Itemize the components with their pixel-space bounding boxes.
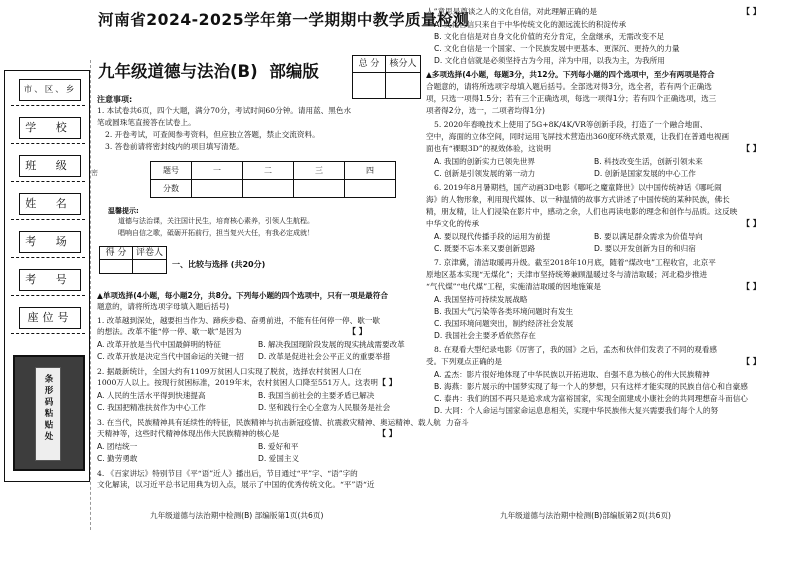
question-stem: 4. 《百家讲坛》特别节目《平“语”近人》播出后，节目通过“平”字、“语”字的 — [97, 469, 358, 478]
sidebar-fill-line[interactable] — [11, 143, 85, 144]
instruction-line: ▲多项选择(4小题，每题3分，共12分。下列每小题的四个选项中，至少有两项是符合 — [426, 70, 715, 79]
option: A. 改革开放是当代中国最鲜明的特征 — [97, 340, 221, 349]
score-cell[interactable] — [345, 180, 396, 198]
grader-box — [99, 246, 167, 274]
option: A. 要以现代传播手段的运用为前提 — [434, 232, 551, 241]
option: D. 改革是促进社会公平正义的重要举措 — [258, 352, 391, 361]
option: A. 孟杰：影片很好地体现了中华民族以开拓进取、自强不息为核心的伟大民族精神 — [434, 370, 710, 379]
note-line: 笔或圆珠笔直接答在试卷上。 — [97, 118, 196, 127]
reviewer-label: 核分人 — [386, 56, 420, 73]
instruction-line: ▲单项选择(4小题，每小题2分，共8分。下列每小题的四个选项中，只有一项是最符合 — [97, 291, 388, 300]
sidebar-field-school: 学 校 — [19, 117, 81, 139]
option: D. 坚和践行全心全意为人民服务是社会 — [258, 403, 391, 412]
option: B. 我国当前社会的主要矛盾已解决 — [258, 391, 375, 400]
sidebar-field-exam-room: 考 场 — [19, 231, 81, 253]
question-stem: 1000万人以上。按现行贫困标准，2019年末，农村贫困人口降至551万人。这表明 — [97, 378, 378, 387]
sidebar-fill-line[interactable] — [11, 333, 85, 334]
exam-title: 河南省2024-2025学年第一学期期中教学质量检测 — [98, 11, 470, 29]
option: A. 团结统一 — [97, 442, 138, 451]
option: A. 文化自信只来自于中华传统文化的源远流长的积淀传承 — [434, 20, 627, 29]
answer-bracket[interactable]: 【 】 — [348, 327, 367, 336]
barcode-label: 条形码粘贴处 — [43, 374, 53, 443]
option: B. 爱好和平 — [258, 442, 299, 451]
instruction-line: 项，只选一项得1.5分；若有三个正确选项，每选一项得1分；若有四个正确选项，选三 — [426, 94, 717, 103]
sidebar-fill-line[interactable] — [11, 105, 85, 106]
option: A. 我国坚持可持续发展战略 — [434, 295, 528, 304]
answer-bracket[interactable]: 【 】 — [742, 7, 761, 16]
option: D. 文化自信就是必须坚持古为今用，洋为中用，以我为主，为我所用 — [434, 56, 665, 65]
sidebar-fill-line[interactable] — [11, 295, 85, 296]
score-table-column: 三 — [294, 162, 345, 180]
reminder-line: 唱响自信之歌，砥砺开拓前行，担当复兴大任，有我必定成就！ — [118, 229, 314, 237]
question-stem: 原地区基本实现“无煤化”；天津市坚持统筹兼顾温暖过冬与清洁取暖；河北稳步推进 — [426, 270, 708, 279]
binding-sidebar — [4, 70, 90, 482]
question-stem: 中华文化的传承 — [426, 219, 480, 228]
reminder-line: 道德与法治课，关注国计民生，培育核心素养，引领人生航程。 — [118, 217, 314, 225]
option: C. 泰冉：我们的国不再只是追求成为富裕国家，实现全面建成小康社会的共同理想奋斗而信心 — [434, 394, 748, 403]
option: B. 要以满足群众需求为价值导向 — [594, 232, 703, 241]
answer-bracket[interactable]: 【 】 — [742, 144, 761, 153]
answer-bracket[interactable]: 【 】 — [378, 378, 397, 387]
question-stem: 海》的人物形象，利用现代媒体、以一种温情的故事方式讲述了中国传统的某种民族，佛长 — [426, 195, 730, 204]
sidebar-field-name: 姓 名 — [19, 193, 81, 215]
option: C. 创新是引领发展的第一动力 — [434, 169, 536, 178]
score-cell[interactable] — [243, 180, 294, 198]
sidebar-fill-line[interactable] — [11, 181, 85, 182]
option: 力奋斗 — [446, 418, 469, 427]
question-stem: 文化解读，以习近平总书记用典为切入点，展示了中国的优秀传统文化。“平”语“近 — [97, 480, 375, 489]
score-table-column: 四 — [345, 162, 396, 180]
option: C. 改革开放是决定当代中国命运的关键一招 — [97, 352, 244, 361]
reminder-heading: 温馨提示: — [108, 207, 139, 215]
question-stem: 6. 2019年8月暑期档，国产动画3D电影《哪吒之魔童降世》以中国传统神话《哪吒闹 — [434, 183, 722, 192]
question-stem: “气代煤”“电代煤”工程，实施清洁取暖的因地施策是 — [426, 282, 601, 291]
question-stem: 7. 京津冀，清洁取暖再升级。截至2018年10月底，随着“煤改电”工程收官，北京平 — [434, 258, 716, 267]
question-stem: 精，朋友精，让人们浸染在影片中，感动之余，人们也再读电影的理念和创作与品质。这反映 — [426, 207, 738, 216]
note-line: 1. 本试卷共6页，四个大题，满分70分，考试时间60分钟。请用蓝、黑色水 — [97, 106, 352, 115]
answer-bracket[interactable]: 【 】 — [742, 357, 761, 366]
note-line: 2. 开卷考试，可查阅参考资料，但应独立答题，禁止交流资料。 — [105, 130, 320, 139]
option: D. 我国社会主要矛盾依然存在 — [434, 331, 536, 340]
barcode-area — [13, 355, 85, 471]
option: C. 勤劳勇敢 — [97, 454, 138, 463]
option: B. 科技改变生活，创新引领未来 — [594, 157, 703, 166]
option: A. 人民的生活水平得到快速提高 — [97, 391, 206, 400]
question-stem: 的想法。改革不能“停一停、歇一歇”是因为 — [97, 327, 242, 336]
question-stem: 3. 在当代，民族精神具有延续性的特征，民族精神与抗击新冠疫情、抗震救灾精神、奥运精神、载人航 — [97, 418, 441, 427]
sidebar-fill-line[interactable] — [11, 219, 85, 220]
score-table — [150, 161, 396, 198]
instruction-line: 项者得2分，选一，二项者均得1分) — [426, 106, 545, 115]
instruction-line: 合题意的，请将所选项字母填入题后括号。全部选对得3分，选全者，若有两个正确选 — [426, 82, 712, 91]
total-score-box — [352, 55, 421, 99]
subject-name: 九年级道德与法治(B) — [98, 62, 258, 81]
score-table-header: 题号 — [151, 162, 192, 180]
question-stem: 5. 2020年春晚技术上使用了5G+8K/4K/VR等创新手段，打造了一个融合地面、 — [434, 120, 708, 129]
sidebar-field-exam-number: 考 号 — [19, 269, 81, 291]
question-stem: 天精神等，这些时代精神体现出伟大民族精神的核心是 — [97, 429, 280, 438]
question-stem: 受。下列观点正确的是 — [426, 357, 502, 366]
note-line: 3. 答卷前请将密封线内的项目填写清楚。 — [105, 142, 244, 151]
seal-mark: 密 — [91, 169, 98, 177]
score-table-column: 二 — [243, 162, 294, 180]
edition-label: 部编版 — [269, 62, 319, 81]
exam-subtitle — [98, 58, 319, 82]
question-stem: 1. 改革越到深处，越要担当作为、蹄疾步稳、奋勇前进，不能有任何停一停、歇一歇 — [97, 316, 381, 325]
option: B. 我国大气污染等各类环境问题时有发生 — [434, 307, 574, 316]
question-stem: 8. 在观看大型纪录电影《厉害了，我的国》之后，孟杰和伙伴们发表了不同的观看感 — [434, 345, 718, 354]
option: A. 我国的创新实力已领先世界 — [434, 157, 536, 166]
option: B. 文化自信是对自身文化价值的充分肯定，全盘继承，无需改变不足 — [434, 32, 665, 41]
sidebar-field-seat: 座位号 — [19, 307, 81, 329]
option: D. 爱国主义 — [258, 454, 300, 463]
option: C. 我国把精准扶贫作为中心工作 — [97, 403, 206, 412]
score-table-row-label: 分数 — [151, 180, 192, 198]
question-stem: 面也有“裸眼3D”的视效体验，这说明 — [426, 144, 551, 153]
total-label: 总 分 — [353, 56, 386, 73]
question-stem: 人”意思是尊谈之人的文化自信，对此理解正确的是 — [426, 7, 597, 16]
seal-line — [90, 60, 91, 530]
option: C. 我国环境问题突出，制约经济社会发展 — [434, 319, 574, 328]
score-cell[interactable] — [294, 180, 345, 198]
option: C. 文化自信是一个国家、一个民族发展中更基本、更深沉、更持久的力量 — [434, 44, 680, 53]
sidebar-field-region: 市、区、乡 — [19, 79, 81, 101]
question-stem: 2. 据最新统计，全国大约有1109万贫困人口实现了脱贫，选择农村贫困人口在 — [97, 367, 362, 376]
score-cell[interactable] — [192, 180, 243, 198]
grader-divider — [132, 260, 133, 273]
answer-bracket[interactable]: 【 】 — [742, 219, 761, 228]
score-table-column: 一 — [192, 162, 243, 180]
notes-heading: 注意事项: — [97, 95, 133, 104]
answer-bracket[interactable]: 【 】 — [742, 282, 761, 291]
score-box-divider — [385, 73, 386, 98]
section-heading: 一、比较与选择 (共20分) — [172, 260, 266, 269]
option: C. 既要不忘本来又要创新思路 — [434, 244, 536, 253]
option: B. 解决我国现阶段发展的现实挑战需要改革 — [258, 340, 405, 349]
option: D. 创新是国家发展的中心工作 — [594, 169, 696, 178]
page-footer-left: 九年级道德与法治期中检测(B) 部编版第1页(共6页) — [150, 511, 324, 520]
answer-bracket[interactable]: 【 】 — [378, 429, 397, 438]
instruction-line: 题意的，请将所选项字母填入题后括号) — [97, 302, 230, 311]
question-stem: 空中，海面的立体空间，同时运用飞屏技术营造出360度环绕式景观，让我们在普通电视画 — [426, 132, 730, 141]
grader-reviewer-label: 评卷人 — [133, 247, 166, 260]
option: D. 要以开发创新为目的和归宿 — [594, 244, 696, 253]
sidebar-fill-line[interactable] — [11, 257, 85, 258]
page-footer-right: 九年级道德与法治期中检测(B)部编版第2页(共6页) — [500, 511, 672, 520]
option: B. 海燕：影片展示的中国梦实现了每一个人的梦想，只有这样才能实现的民族自信心和自豪感 — [434, 382, 748, 391]
option: D. 大同：个人命运与国家命运息息相关，实现中华民族伟大复兴需要我们每个人的努 — [434, 406, 719, 415]
grader-score-label: 得 分 — [100, 247, 133, 260]
sidebar-field-class: 班 级 — [19, 155, 81, 177]
